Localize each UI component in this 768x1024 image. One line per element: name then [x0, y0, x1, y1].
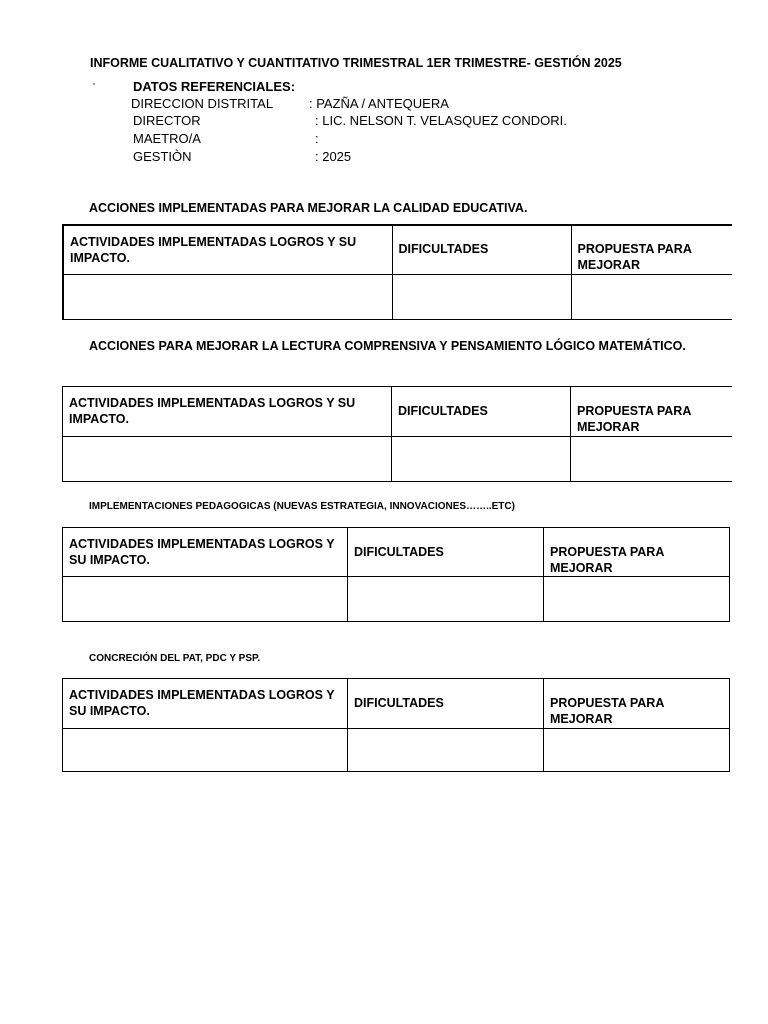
ref-value-direccion: : PAZÑA / ANTEQUERA [309, 96, 449, 111]
column-header-actividades: ACTIVIDADES IMPLEMENTADAS LOGROS Y SU IMPACTO. [63, 679, 348, 729]
column-header-propuesta: PROPUESTA PARA MEJORAR [544, 528, 730, 577]
table-cell [63, 437, 392, 482]
table-cell [392, 437, 571, 482]
table-cell [348, 729, 544, 772]
table-lectura [62, 386, 732, 482]
table-cell [63, 274, 392, 319]
column-header-dificultades: DIFICULTADES [348, 679, 544, 729]
section-heading-calidad: ACCIONES IMPLEMENTADAS PARA MEJORAR LA CALIDAD EDUCATIVA. [89, 201, 528, 215]
column-header-actividades: ACTIVIDADES IMPLEMENTADAS LOGROS Y SU IMPACTO. [63, 387, 392, 437]
bullet-mark: · [92, 76, 96, 90]
referencias-heading: DATOS REFERENCIALES: [133, 79, 296, 94]
column-header-actividades: ACTIVIDADES IMPLEMENTADAS LOGROS Y SU IMPACTO. [63, 225, 392, 274]
table-calidad [62, 224, 732, 320]
table-cell [544, 577, 730, 622]
column-header-propuesta: PROPUESTA PARA MEJORAR [544, 679, 730, 729]
table-cell [571, 437, 732, 482]
table-cell [392, 274, 571, 319]
section-heading-implementaciones: IMPLEMENTACIONES PEDAGOGICAS (NUEVAS ESTRATEGIA, INNOVACIONES……..ETC) [89, 501, 515, 512]
table-cell [63, 577, 348, 622]
column-header-dificultades: DIFICULTADES [392, 225, 571, 274]
column-header-propuesta: PROPUESTA PARA MEJORAR [571, 225, 732, 274]
table-cell [544, 729, 730, 772]
table-cell [348, 577, 544, 622]
ref-label-gestion: GESTIÒN [133, 149, 192, 164]
ref-label-maestro: MAETRO/A [133, 131, 201, 146]
table-cell [571, 274, 732, 319]
column-header-actividades: ACTIVIDADES IMPLEMENTADAS LOGROS Y SU IMPACTO. [63, 528, 348, 577]
table-cell [63, 729, 348, 772]
column-header-dificultades: DIFICULTADES [392, 387, 571, 437]
ref-value-gestion: : 2025 [315, 149, 352, 164]
column-header-propuesta: PROPUESTA PARA MEJORAR [571, 387, 732, 437]
ref-value-director: : LIC. NELSON T. VELASQUEZ CONDORI. [315, 113, 567, 128]
table-concrecion [62, 678, 730, 772]
ref-label-director: DIRECTOR [133, 113, 201, 128]
table-implementaciones [62, 527, 730, 622]
column-header-dificultades: DIFICULTADES [348, 528, 544, 577]
ref-value-maestro: : [315, 131, 319, 146]
document-title: INFORME CUALITATIVO Y CUANTITATIVO TRIMESTRAL 1ER TRIMESTRE- GESTIÓN 2025 [90, 56, 622, 70]
section-heading-concrecion: CONCRECIÓN DEL PAT, PDC Y PSP. [89, 653, 261, 664]
ref-label-direccion: DIRECCION DISTRITAL [131, 96, 274, 111]
section-heading-lectura: ACCIONES PARA MEJORAR LA LECTURA COMPRENSIVA Y PENSAMIENTO LÓGICO MATEMÁTICO. [89, 339, 686, 353]
